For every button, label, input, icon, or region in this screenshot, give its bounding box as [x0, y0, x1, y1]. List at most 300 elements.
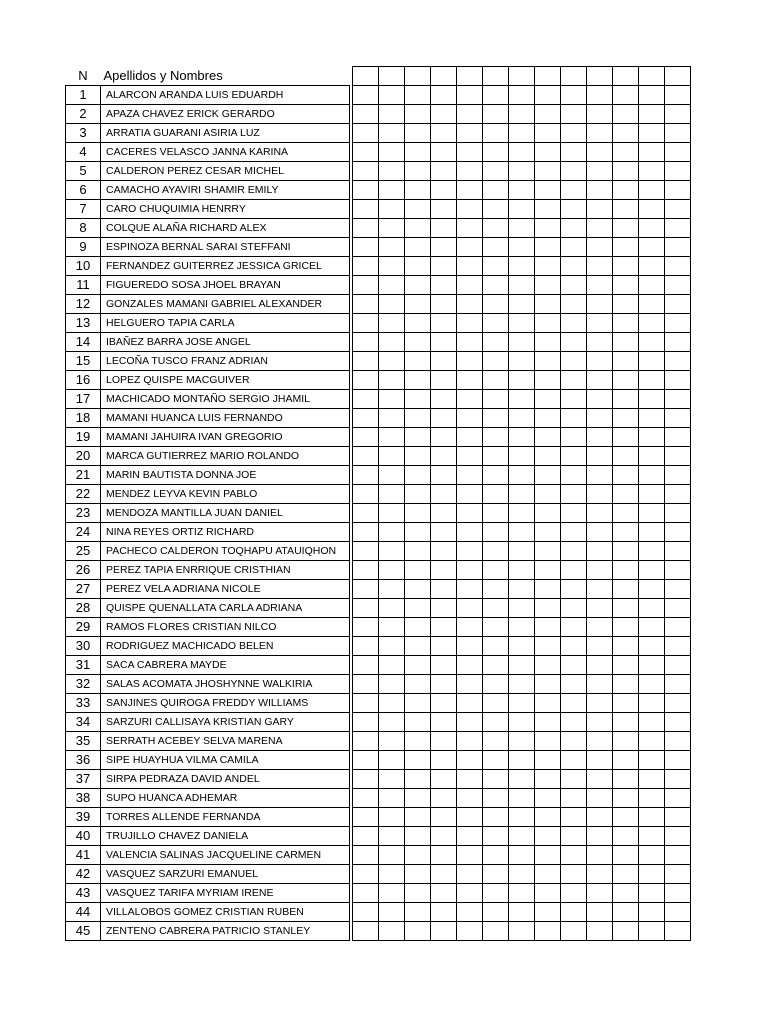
attendance-mark-cell[interactable] — [509, 181, 535, 200]
attendance-mark-cell[interactable] — [613, 542, 639, 561]
attendance-mark-cell[interactable] — [353, 675, 379, 694]
attendance-mark-cell[interactable] — [509, 219, 535, 238]
header-mark-cell[interactable] — [457, 67, 483, 86]
attendance-mark-cell[interactable] — [431, 447, 457, 466]
attendance-mark-cell[interactable] — [665, 86, 691, 105]
attendance-mark-cell[interactable] — [457, 219, 483, 238]
attendance-mark-cell[interactable] — [509, 884, 535, 903]
attendance-mark-cell[interactable] — [431, 694, 457, 713]
attendance-mark-cell[interactable] — [483, 485, 509, 504]
attendance-mark-cell[interactable] — [353, 314, 379, 333]
attendance-mark-cell[interactable] — [613, 751, 639, 770]
attendance-mark-cell[interactable] — [405, 694, 431, 713]
attendance-mark-cell[interactable] — [535, 884, 561, 903]
attendance-mark-cell[interactable] — [431, 466, 457, 485]
attendance-mark-cell[interactable] — [639, 846, 665, 865]
attendance-mark-cell[interactable] — [379, 789, 405, 808]
attendance-mark-cell[interactable] — [639, 276, 665, 295]
attendance-mark-cell[interactable] — [535, 276, 561, 295]
attendance-mark-cell[interactable] — [587, 523, 613, 542]
attendance-mark-cell[interactable] — [353, 447, 379, 466]
attendance-mark-cell[interactable] — [509, 656, 535, 675]
attendance-mark-cell[interactable] — [587, 162, 613, 181]
attendance-mark-cell[interactable] — [665, 352, 691, 371]
attendance-mark-cell[interactable] — [639, 580, 665, 599]
attendance-mark-cell[interactable] — [405, 219, 431, 238]
attendance-mark-cell[interactable] — [613, 466, 639, 485]
attendance-mark-cell[interactable] — [483, 352, 509, 371]
attendance-mark-cell[interactable] — [561, 865, 587, 884]
attendance-mark-cell[interactable] — [379, 314, 405, 333]
attendance-mark-cell[interactable] — [535, 200, 561, 219]
attendance-mark-cell[interactable] — [353, 390, 379, 409]
attendance-mark-cell[interactable] — [405, 561, 431, 580]
attendance-mark-cell[interactable] — [405, 656, 431, 675]
attendance-mark-cell[interactable] — [561, 447, 587, 466]
attendance-mark-cell[interactable] — [483, 333, 509, 352]
attendance-mark-cell[interactable] — [665, 295, 691, 314]
attendance-mark-cell[interactable] — [405, 713, 431, 732]
attendance-mark-cell[interactable] — [665, 618, 691, 637]
attendance-mark-cell[interactable] — [561, 542, 587, 561]
attendance-mark-cell[interactable] — [561, 428, 587, 447]
attendance-mark-cell[interactable] — [639, 523, 665, 542]
attendance-mark-cell[interactable] — [639, 314, 665, 333]
attendance-mark-cell[interactable] — [639, 162, 665, 181]
attendance-mark-cell[interactable] — [639, 504, 665, 523]
attendance-mark-cell[interactable] — [639, 675, 665, 694]
attendance-mark-cell[interactable] — [483, 219, 509, 238]
attendance-mark-cell[interactable] — [613, 200, 639, 219]
attendance-mark-cell[interactable] — [535, 903, 561, 922]
attendance-mark-cell[interactable] — [457, 124, 483, 143]
attendance-mark-cell[interactable] — [613, 162, 639, 181]
attendance-mark-cell[interactable] — [639, 485, 665, 504]
attendance-mark-cell[interactable] — [353, 295, 379, 314]
attendance-mark-cell[interactable] — [353, 333, 379, 352]
attendance-mark-cell[interactable] — [379, 846, 405, 865]
attendance-mark-cell[interactable] — [613, 580, 639, 599]
attendance-mark-cell[interactable] — [665, 200, 691, 219]
attendance-mark-cell[interactable] — [509, 333, 535, 352]
attendance-mark-cell[interactable] — [561, 143, 587, 162]
attendance-mark-cell[interactable] — [483, 713, 509, 732]
attendance-mark-cell[interactable] — [431, 542, 457, 561]
attendance-mark-cell[interactable] — [405, 314, 431, 333]
attendance-mark-cell[interactable] — [431, 922, 457, 941]
attendance-mark-cell[interactable] — [613, 618, 639, 637]
attendance-mark-cell[interactable] — [587, 922, 613, 941]
attendance-mark-cell[interactable] — [353, 903, 379, 922]
attendance-mark-cell[interactable] — [665, 181, 691, 200]
attendance-mark-cell[interactable] — [457, 865, 483, 884]
attendance-mark-cell[interactable] — [613, 86, 639, 105]
attendance-mark-cell[interactable] — [431, 409, 457, 428]
attendance-mark-cell[interactable] — [665, 846, 691, 865]
attendance-mark-cell[interactable] — [353, 162, 379, 181]
attendance-mark-cell[interactable] — [561, 770, 587, 789]
attendance-mark-cell[interactable] — [587, 675, 613, 694]
attendance-mark-cell[interactable] — [535, 846, 561, 865]
attendance-mark-cell[interactable] — [639, 371, 665, 390]
attendance-mark-cell[interactable] — [587, 276, 613, 295]
attendance-mark-cell[interactable] — [613, 257, 639, 276]
attendance-mark-cell[interactable] — [561, 162, 587, 181]
attendance-mark-cell[interactable] — [431, 504, 457, 523]
attendance-mark-cell[interactable] — [405, 751, 431, 770]
attendance-mark-cell[interactable] — [561, 124, 587, 143]
attendance-mark-cell[interactable] — [639, 181, 665, 200]
attendance-mark-cell[interactable] — [509, 770, 535, 789]
attendance-mark-cell[interactable] — [379, 884, 405, 903]
attendance-mark-cell[interactable] — [509, 371, 535, 390]
attendance-mark-cell[interactable] — [665, 105, 691, 124]
attendance-mark-cell[interactable] — [509, 276, 535, 295]
attendance-mark-cell[interactable] — [535, 295, 561, 314]
attendance-mark-cell[interactable] — [431, 523, 457, 542]
attendance-mark-cell[interactable] — [457, 561, 483, 580]
attendance-mark-cell[interactable] — [587, 238, 613, 257]
attendance-mark-cell[interactable] — [587, 181, 613, 200]
attendance-mark-cell[interactable] — [405, 808, 431, 827]
attendance-mark-cell[interactable] — [405, 124, 431, 143]
attendance-mark-cell[interactable] — [379, 238, 405, 257]
attendance-mark-cell[interactable] — [561, 751, 587, 770]
attendance-mark-cell[interactable] — [509, 314, 535, 333]
attendance-mark-cell[interactable] — [561, 694, 587, 713]
attendance-mark-cell[interactable] — [561, 333, 587, 352]
attendance-mark-cell[interactable] — [379, 656, 405, 675]
header-mark-cell[interactable] — [535, 67, 561, 86]
attendance-mark-cell[interactable] — [483, 390, 509, 409]
attendance-mark-cell[interactable] — [613, 219, 639, 238]
attendance-mark-cell[interactable] — [561, 466, 587, 485]
attendance-mark-cell[interactable] — [561, 808, 587, 827]
attendance-mark-cell[interactable] — [483, 789, 509, 808]
attendance-mark-cell[interactable] — [587, 333, 613, 352]
attendance-mark-cell[interactable] — [353, 124, 379, 143]
attendance-mark-cell[interactable] — [483, 903, 509, 922]
attendance-mark-cell[interactable] — [353, 561, 379, 580]
attendance-mark-cell[interactable] — [587, 390, 613, 409]
attendance-mark-cell[interactable] — [665, 504, 691, 523]
attendance-mark-cell[interactable] — [613, 447, 639, 466]
attendance-mark-cell[interactable] — [561, 409, 587, 428]
attendance-mark-cell[interactable] — [379, 181, 405, 200]
attendance-mark-cell[interactable] — [379, 523, 405, 542]
attendance-mark-cell[interactable] — [561, 86, 587, 105]
attendance-mark-cell[interactable] — [457, 257, 483, 276]
attendance-mark-cell[interactable] — [613, 922, 639, 941]
attendance-mark-cell[interactable] — [509, 466, 535, 485]
attendance-mark-cell[interactable] — [457, 808, 483, 827]
attendance-mark-cell[interactable] — [457, 732, 483, 751]
attendance-mark-cell[interactable] — [561, 599, 587, 618]
attendance-mark-cell[interactable] — [379, 770, 405, 789]
attendance-mark-cell[interactable] — [639, 124, 665, 143]
attendance-mark-cell[interactable] — [379, 390, 405, 409]
attendance-mark-cell[interactable] — [535, 219, 561, 238]
attendance-mark-cell[interactable] — [379, 580, 405, 599]
attendance-mark-cell[interactable] — [457, 371, 483, 390]
attendance-mark-cell[interactable] — [535, 580, 561, 599]
attendance-mark-cell[interactable] — [457, 333, 483, 352]
attendance-mark-cell[interactable] — [665, 827, 691, 846]
attendance-mark-cell[interactable] — [613, 333, 639, 352]
attendance-mark-cell[interactable] — [405, 637, 431, 656]
attendance-mark-cell[interactable] — [457, 713, 483, 732]
attendance-mark-cell[interactable] — [665, 865, 691, 884]
attendance-mark-cell[interactable] — [639, 466, 665, 485]
attendance-mark-cell[interactable] — [587, 124, 613, 143]
attendance-mark-cell[interactable] — [457, 637, 483, 656]
attendance-mark-cell[interactable] — [613, 143, 639, 162]
attendance-mark-cell[interactable] — [379, 504, 405, 523]
attendance-mark-cell[interactable] — [587, 770, 613, 789]
attendance-mark-cell[interactable] — [431, 903, 457, 922]
attendance-mark-cell[interactable] — [379, 713, 405, 732]
attendance-mark-cell[interactable] — [509, 637, 535, 656]
attendance-mark-cell[interactable] — [457, 200, 483, 219]
attendance-mark-cell[interactable] — [561, 580, 587, 599]
attendance-mark-cell[interactable] — [535, 333, 561, 352]
attendance-mark-cell[interactable] — [535, 523, 561, 542]
attendance-mark-cell[interactable] — [561, 561, 587, 580]
attendance-mark-cell[interactable] — [665, 390, 691, 409]
attendance-mark-cell[interactable] — [457, 599, 483, 618]
attendance-mark-cell[interactable] — [353, 466, 379, 485]
attendance-mark-cell[interactable] — [665, 713, 691, 732]
attendance-mark-cell[interactable] — [613, 599, 639, 618]
attendance-mark-cell[interactable] — [353, 352, 379, 371]
attendance-mark-cell[interactable] — [509, 827, 535, 846]
attendance-mark-cell[interactable] — [379, 865, 405, 884]
attendance-mark-cell[interactable] — [535, 466, 561, 485]
attendance-mark-cell[interactable] — [535, 694, 561, 713]
attendance-mark-cell[interactable] — [561, 789, 587, 808]
attendance-mark-cell[interactable] — [379, 751, 405, 770]
attendance-mark-cell[interactable] — [405, 770, 431, 789]
attendance-mark-cell[interactable] — [431, 390, 457, 409]
attendance-mark-cell[interactable] — [587, 694, 613, 713]
attendance-mark-cell[interactable] — [665, 238, 691, 257]
attendance-mark-cell[interactable] — [379, 200, 405, 219]
attendance-mark-cell[interactable] — [639, 542, 665, 561]
attendance-mark-cell[interactable] — [665, 371, 691, 390]
attendance-mark-cell[interactable] — [457, 618, 483, 637]
attendance-mark-cell[interactable] — [457, 447, 483, 466]
attendance-mark-cell[interactable] — [665, 447, 691, 466]
attendance-mark-cell[interactable] — [457, 846, 483, 865]
attendance-mark-cell[interactable] — [587, 219, 613, 238]
attendance-mark-cell[interactable] — [535, 162, 561, 181]
attendance-mark-cell[interactable] — [509, 295, 535, 314]
attendance-mark-cell[interactable] — [639, 922, 665, 941]
attendance-mark-cell[interactable] — [457, 656, 483, 675]
attendance-mark-cell[interactable] — [639, 447, 665, 466]
attendance-mark-cell[interactable] — [431, 675, 457, 694]
attendance-mark-cell[interactable] — [405, 618, 431, 637]
attendance-mark-cell[interactable] — [405, 295, 431, 314]
attendance-mark-cell[interactable] — [431, 732, 457, 751]
attendance-mark-cell[interactable] — [457, 428, 483, 447]
attendance-mark-cell[interactable] — [639, 827, 665, 846]
attendance-mark-cell[interactable] — [405, 371, 431, 390]
attendance-mark-cell[interactable] — [457, 922, 483, 941]
attendance-mark-cell[interactable] — [353, 542, 379, 561]
attendance-mark-cell[interactable] — [587, 846, 613, 865]
attendance-mark-cell[interactable] — [665, 808, 691, 827]
attendance-mark-cell[interactable] — [353, 694, 379, 713]
attendance-mark-cell[interactable] — [483, 618, 509, 637]
attendance-mark-cell[interactable] — [509, 808, 535, 827]
attendance-mark-cell[interactable] — [613, 675, 639, 694]
attendance-mark-cell[interactable] — [405, 333, 431, 352]
attendance-mark-cell[interactable] — [353, 789, 379, 808]
attendance-mark-cell[interactable] — [483, 808, 509, 827]
attendance-mark-cell[interactable] — [561, 105, 587, 124]
attendance-mark-cell[interactable] — [535, 561, 561, 580]
attendance-mark-cell[interactable] — [665, 903, 691, 922]
attendance-mark-cell[interactable] — [405, 352, 431, 371]
attendance-mark-cell[interactable] — [665, 523, 691, 542]
attendance-mark-cell[interactable] — [639, 143, 665, 162]
attendance-mark-cell[interactable] — [431, 884, 457, 903]
attendance-mark-cell[interactable] — [561, 371, 587, 390]
attendance-mark-cell[interactable] — [405, 922, 431, 941]
attendance-mark-cell[interactable] — [665, 333, 691, 352]
attendance-mark-cell[interactable] — [405, 675, 431, 694]
attendance-mark-cell[interactable] — [613, 485, 639, 504]
attendance-mark-cell[interactable] — [535, 504, 561, 523]
attendance-mark-cell[interactable] — [613, 770, 639, 789]
attendance-mark-cell[interactable] — [509, 846, 535, 865]
attendance-mark-cell[interactable] — [483, 675, 509, 694]
attendance-mark-cell[interactable] — [509, 409, 535, 428]
attendance-mark-cell[interactable] — [587, 865, 613, 884]
attendance-mark-cell[interactable] — [353, 238, 379, 257]
attendance-mark-cell[interactable] — [509, 200, 535, 219]
attendance-mark-cell[interactable] — [535, 618, 561, 637]
attendance-mark-cell[interactable] — [405, 390, 431, 409]
attendance-mark-cell[interactable] — [457, 238, 483, 257]
attendance-mark-cell[interactable] — [535, 181, 561, 200]
attendance-mark-cell[interactable] — [665, 884, 691, 903]
attendance-mark-cell[interactable] — [379, 447, 405, 466]
attendance-mark-cell[interactable] — [639, 599, 665, 618]
attendance-mark-cell[interactable] — [379, 485, 405, 504]
attendance-mark-cell[interactable] — [431, 428, 457, 447]
attendance-mark-cell[interactable] — [639, 200, 665, 219]
attendance-mark-cell[interactable] — [509, 238, 535, 257]
attendance-mark-cell[interactable] — [431, 276, 457, 295]
attendance-mark-cell[interactable] — [431, 789, 457, 808]
header-mark-cell[interactable] — [561, 67, 587, 86]
attendance-mark-cell[interactable] — [665, 485, 691, 504]
attendance-mark-cell[interactable] — [639, 694, 665, 713]
attendance-mark-cell[interactable] — [483, 656, 509, 675]
attendance-mark-cell[interactable] — [457, 542, 483, 561]
attendance-mark-cell[interactable] — [353, 105, 379, 124]
attendance-mark-cell[interactable] — [665, 656, 691, 675]
attendance-mark-cell[interactable] — [561, 276, 587, 295]
attendance-mark-cell[interactable] — [457, 466, 483, 485]
attendance-mark-cell[interactable] — [535, 314, 561, 333]
attendance-mark-cell[interactable] — [379, 922, 405, 941]
attendance-mark-cell[interactable] — [665, 143, 691, 162]
attendance-mark-cell[interactable] — [613, 295, 639, 314]
attendance-mark-cell[interactable] — [379, 542, 405, 561]
attendance-mark-cell[interactable] — [457, 276, 483, 295]
header-mark-cell[interactable] — [665, 67, 691, 86]
attendance-mark-cell[interactable] — [483, 428, 509, 447]
attendance-mark-cell[interactable] — [613, 409, 639, 428]
attendance-mark-cell[interactable] — [431, 751, 457, 770]
attendance-mark-cell[interactable] — [457, 751, 483, 770]
attendance-mark-cell[interactable] — [457, 903, 483, 922]
attendance-mark-cell[interactable] — [639, 751, 665, 770]
attendance-mark-cell[interactable] — [561, 200, 587, 219]
attendance-mark-cell[interactable] — [431, 181, 457, 200]
attendance-mark-cell[interactable] — [353, 656, 379, 675]
attendance-mark-cell[interactable] — [483, 162, 509, 181]
attendance-mark-cell[interactable] — [509, 694, 535, 713]
attendance-mark-cell[interactable] — [379, 257, 405, 276]
attendance-mark-cell[interactable] — [509, 675, 535, 694]
attendance-mark-cell[interactable] — [405, 846, 431, 865]
attendance-mark-cell[interactable] — [639, 390, 665, 409]
attendance-mark-cell[interactable] — [405, 903, 431, 922]
attendance-mark-cell[interactable] — [431, 162, 457, 181]
attendance-mark-cell[interactable] — [535, 352, 561, 371]
attendance-mark-cell[interactable] — [431, 352, 457, 371]
attendance-mark-cell[interactable] — [613, 523, 639, 542]
attendance-mark-cell[interactable] — [561, 618, 587, 637]
attendance-mark-cell[interactable] — [483, 466, 509, 485]
attendance-mark-cell[interactable] — [665, 751, 691, 770]
attendance-mark-cell[interactable] — [353, 922, 379, 941]
attendance-mark-cell[interactable] — [509, 903, 535, 922]
attendance-mark-cell[interactable] — [561, 181, 587, 200]
attendance-mark-cell[interactable] — [379, 86, 405, 105]
attendance-mark-cell[interactable] — [457, 789, 483, 808]
attendance-mark-cell[interactable] — [665, 694, 691, 713]
attendance-mark-cell[interactable] — [665, 276, 691, 295]
attendance-mark-cell[interactable] — [405, 504, 431, 523]
attendance-mark-cell[interactable] — [483, 276, 509, 295]
attendance-mark-cell[interactable] — [639, 219, 665, 238]
header-mark-cell[interactable] — [639, 67, 665, 86]
attendance-mark-cell[interactable] — [665, 580, 691, 599]
attendance-mark-cell[interactable] — [353, 618, 379, 637]
attendance-mark-cell[interactable] — [587, 105, 613, 124]
attendance-mark-cell[interactable] — [353, 428, 379, 447]
attendance-mark-cell[interactable] — [353, 580, 379, 599]
attendance-mark-cell[interactable] — [483, 599, 509, 618]
attendance-mark-cell[interactable] — [405, 789, 431, 808]
attendance-mark-cell[interactable] — [639, 732, 665, 751]
attendance-mark-cell[interactable] — [665, 162, 691, 181]
attendance-mark-cell[interactable] — [431, 865, 457, 884]
attendance-mark-cell[interactable] — [639, 295, 665, 314]
header-mark-cell[interactable] — [509, 67, 535, 86]
attendance-mark-cell[interactable] — [379, 124, 405, 143]
attendance-mark-cell[interactable] — [353, 86, 379, 105]
attendance-mark-cell[interactable] — [509, 751, 535, 770]
attendance-mark-cell[interactable] — [535, 599, 561, 618]
attendance-mark-cell[interactable] — [587, 485, 613, 504]
attendance-mark-cell[interactable] — [379, 276, 405, 295]
